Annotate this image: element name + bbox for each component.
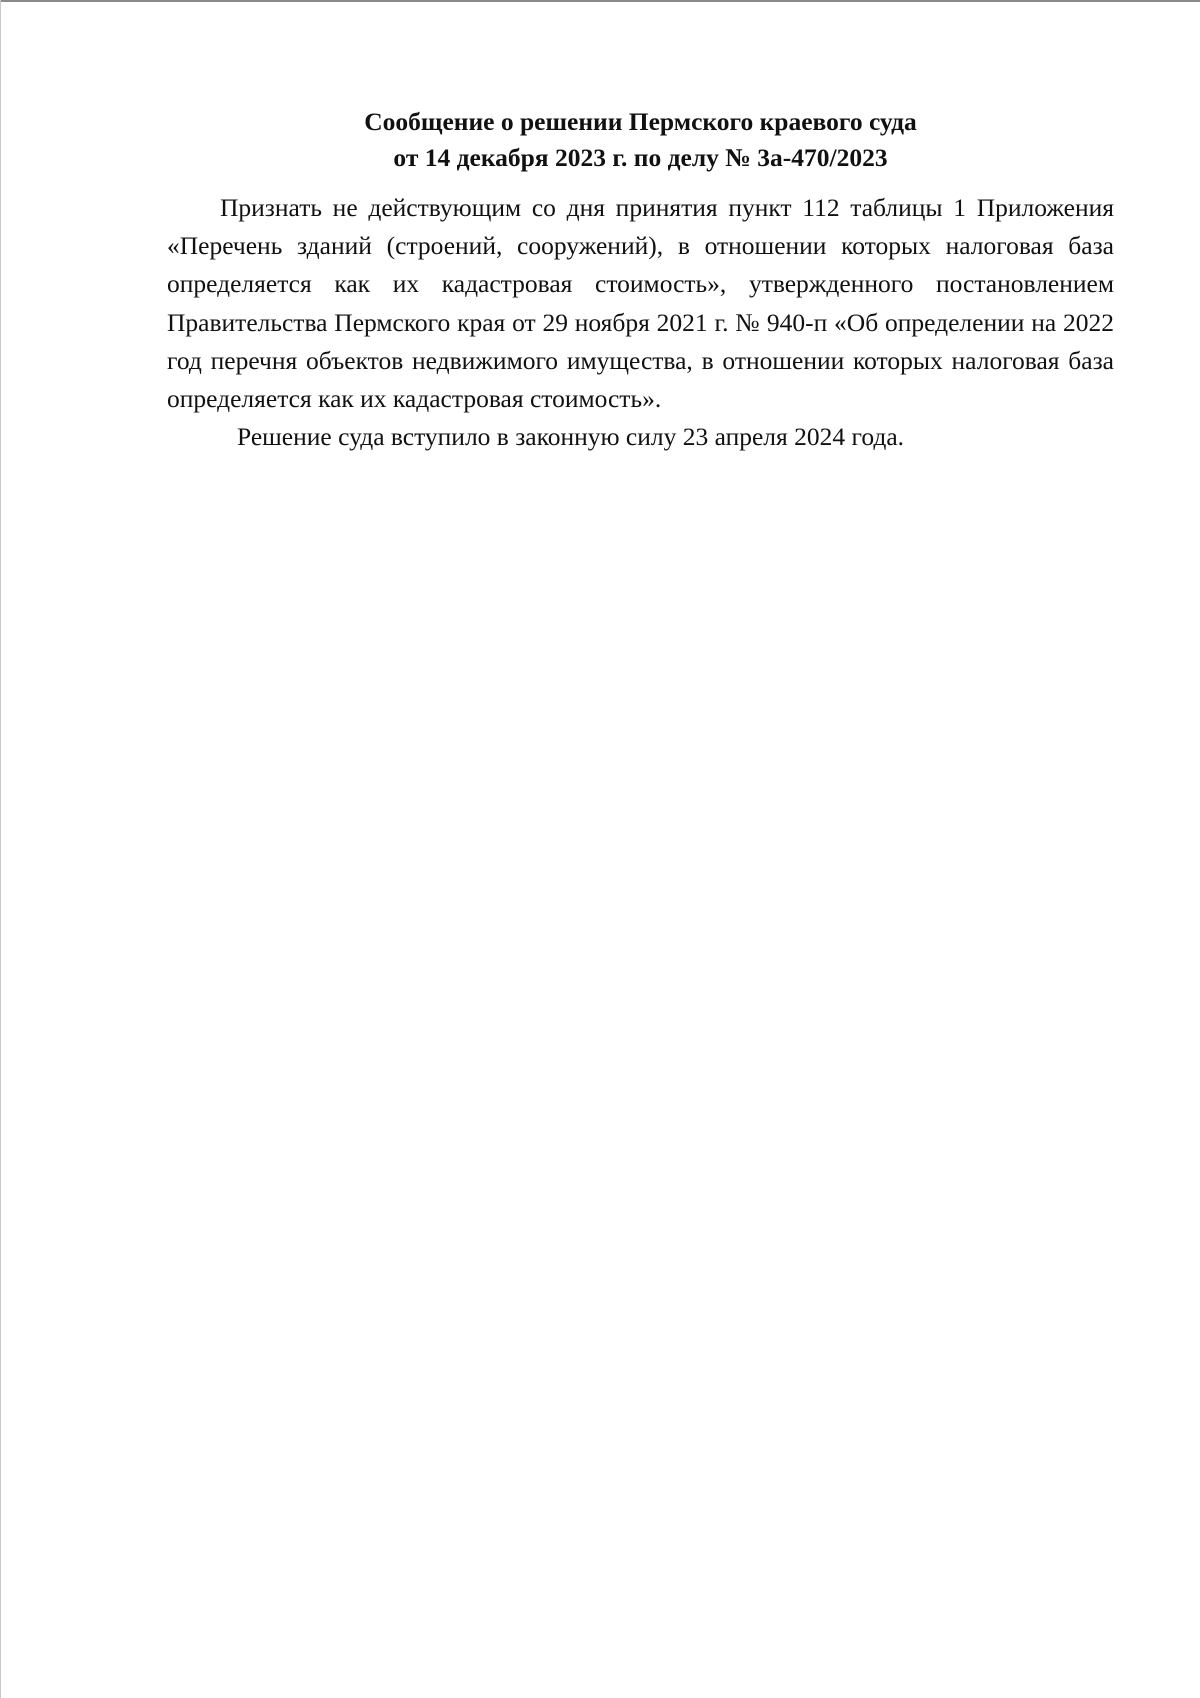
- decision-paragraph: Признать не действующим со дня принятия пункт 112 таблицы 1 Приложения «Перечень зданий (строений, сооружений), в отношении которых налоговая база определяется как их кадастровая стоимость», утвержденного постановлением Правительства Пермского края от 29 ноября 2021 г. № 940-п «Об определении на 2022 год перечня объектов недвижимого имущества, в отношении которых налоговая база определяется как их кадастровая стоимость».: [167, 193, 1114, 414]
- title-line-1: Сообщение о решении Пермского краевого суда: [364, 107, 917, 136]
- title-line-2: от 14 декабря 2023 г. по делу № 3а-470/2023: [393, 143, 888, 172]
- document-title: [167, 104, 1114, 176]
- effective-date-paragraph: Решение суда вступило в законную силу 23 апреля 2024 года.: [237, 422, 905, 452]
- scan-edge-top: [0, 0, 1200, 2]
- document-body: [167, 104, 1114, 456]
- scan-edge-left: [0, 0, 1, 1698]
